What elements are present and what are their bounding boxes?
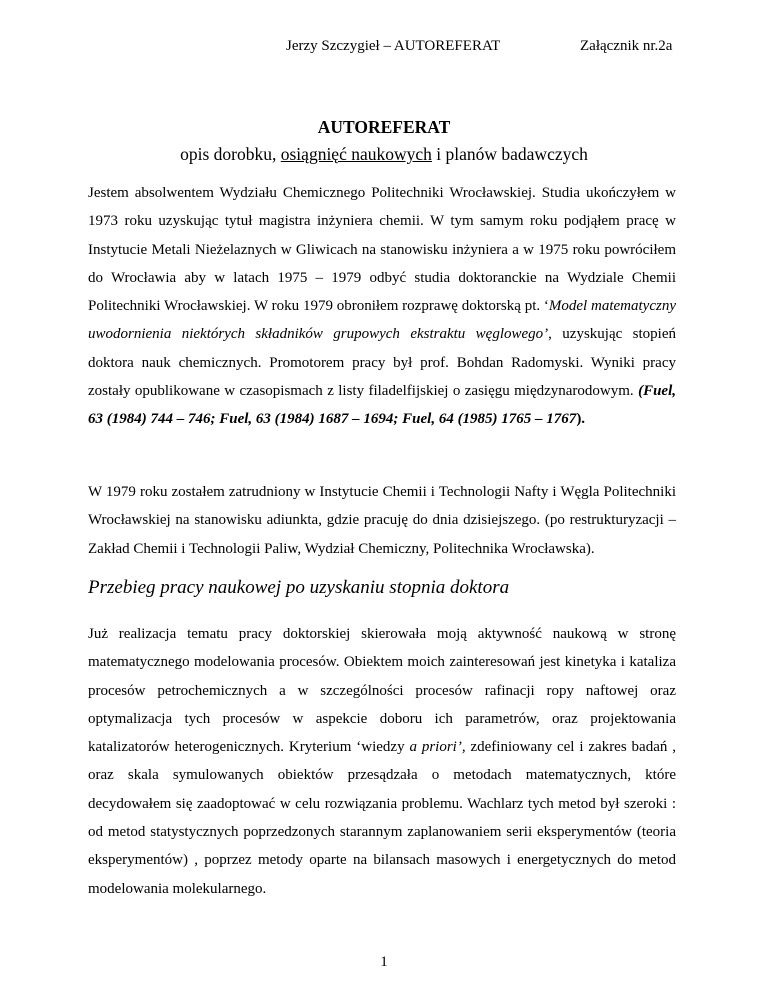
paragraph-text: zdefiniowany cel i zakres badań , oraz skala symulowanych obiektów przesądzała o metodach matematycznych, które decydowałem się zaadoptować w celu rozwiązania problemu. Wachlarz tych metod był szeroki : od metod statystycznych poprzedzonych starannym zaplanowaniem serii eksperymentów (teoria eksperymentów) , poprzez metody oparte na bilansach masowych i energetycznych do metod modelowania molekularnego. [88,739,676,897]
page-number: 1 [380,954,388,970]
header-attachment: Załącznik nr.2a [580,38,673,54]
paragraph-text: Już realizacja tematu pracy doktorskiej skierowała moją aktywność naukową w stronę matematycznego modelowania procesów. Obiektem moich zainteresowań jest kinetyka i kataliza procesów petrochemicznych a w szczególności procesów rafinacji ropy naftowej oraz optymalizacja tych procesów w aspekcie doboru ich parametrów, oraz projektowania katalizatorów heterogenicznych. Kryterium ‘wiedzy [88,626,676,756]
subtitle-underlined: osiągnięć naukowych [280,144,432,164]
paragraph-text: Jestem absolwentem Wydziału Chemicznego Politechniki Wrocławskiej. Studia ukończyłem w 1973 roku uzyskując tytuł magistra inżyniera chemii. W tym samym roku podjąłem pracę w Instytucie Metali Nieżelaznych w Gliwicach na stanowisku inżyniera a w 1975 roku powróciłem do Wrocławia aby w latach 1975 – 1979 odbyć studia doktoranckie na Wydziale Chemii Politechniki Wrocławskiej. W roku 1979 obroniłem rozprawę doktorską pt. ‘ [88,185,676,315]
section-heading: Przebieg pracy naukowej po uzyskaniu stopnia doktora [88,577,510,598]
subtitle-part-2: i planów badawczych [431,144,588,164]
document-title: AUTOREFERAT [317,117,451,137]
citations-end: ). [576,411,586,428]
citations: (Fuel, 63 (1984) 744 – 746; Fuel, 63 (1984) 1687 – 1694; Fuel, 64 (1985) 1765 – 1767 [88,383,676,428]
subtitle-part-1: opis dorobku, [180,144,281,164]
paragraph-text: , uzyskując stopień doktora nauk chemicznych. Promotorem pracy był prof. Bohdan Radomyski. Wyniki pracy zostały opublikowane w czasopismach z listy filadelfijskiej o zasięgu międzynarodowym. [88,326,676,400]
paragraph-text: W 1979 roku zostałem zatrudniony w Instytucie Chemii i Technologii Nafty i Węgla Politechniki Wrocławskiej na stanowisku adiunkta, gdzie pracuję do dnia dzisiejszego. (po restrukturyzacji – Zakład Chemii i Technologii Paliw, Wydział Chemiczny, Politechnika Wrocławska). [88,484,676,557]
paragraph-education [88,179,676,434]
paragraph-research [88,620,676,903]
document-subtitle [0,144,768,165]
paragraph-employment [88,478,676,563]
italic-phrase: a priori’, [409,739,466,756]
header-author: Jerzy Szczygieł – AUTOREFERAT [286,38,501,54]
thesis-title: Model matematyczny uwodornienia niektórych składników grupowych ekstraktu węglowego’ [88,298,676,343]
